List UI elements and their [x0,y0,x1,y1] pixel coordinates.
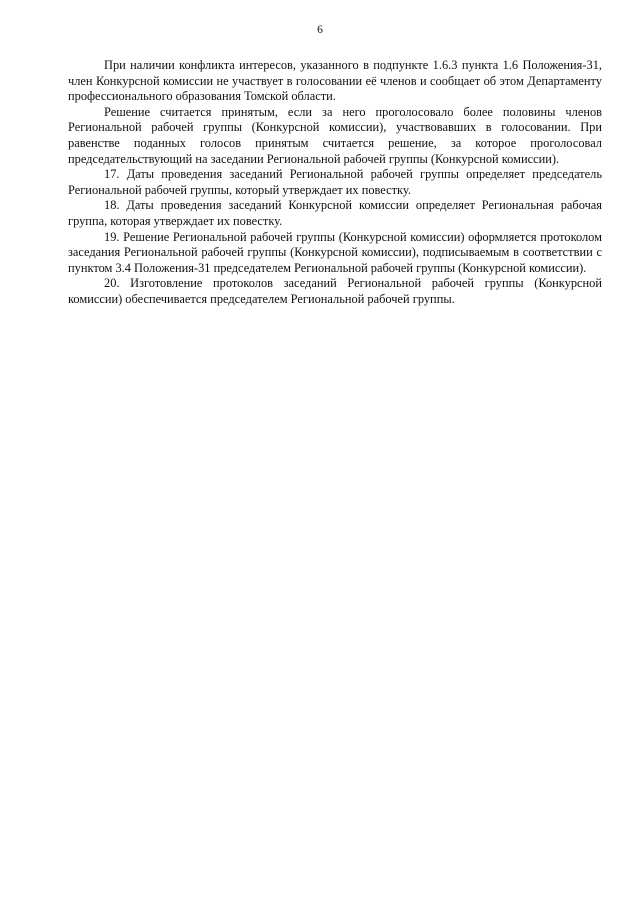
paragraph-decision-rule: Решение считается принятым, если за него проголосовало более половины членов Региональной рабочей группы (Конкурсной комиссии), участвовавших в голосовании. При равенстве поданных голосов принятым считается решение, за которое проголосовал председательствующий на заседании Региональной рабочей группы (Конкурсной комиссии). [68,104,602,166]
paragraph-17: 17. Даты проведения заседаний Региональной рабочей группы определяет председатель Региональной рабочей группы, который утверждает их повестку. [68,167,602,197]
paragraph-conflict-of-interest: При наличии конфликта интересов, указанного в подпункте 1.6.3 пункта 1.6 Положения-31, член Конкурсной комиссии не участвует в голосовании её членов и сообщает об этом Департаменту профессионального образования Томской области. [68,58,602,104]
paragraph-20: 20. Изготовление протоколов заседаний Региональной рабочей группы (Конкурсной комиссии) обеспечивается председателем Региональной рабочей группы. [68,276,602,306]
document-body [68,58,602,308]
paragraph-18: 18. Даты проведения заседаний Конкурсной комиссии определяет Региональная рабочая группа, которая утверждает их повестку. [68,198,602,228]
page-number: 6 [317,24,323,36]
paragraph-19: 19. Решение Региональной рабочей группы (Конкурсной комиссии) оформляется протоколом заседания Региональной рабочей группы (Конкурсной комиссии), подписываемым в соответствии с пунктом 3.4 Положения-31 председателем Региональной рабочей группы (Конкурсной комиссии). [68,229,602,275]
